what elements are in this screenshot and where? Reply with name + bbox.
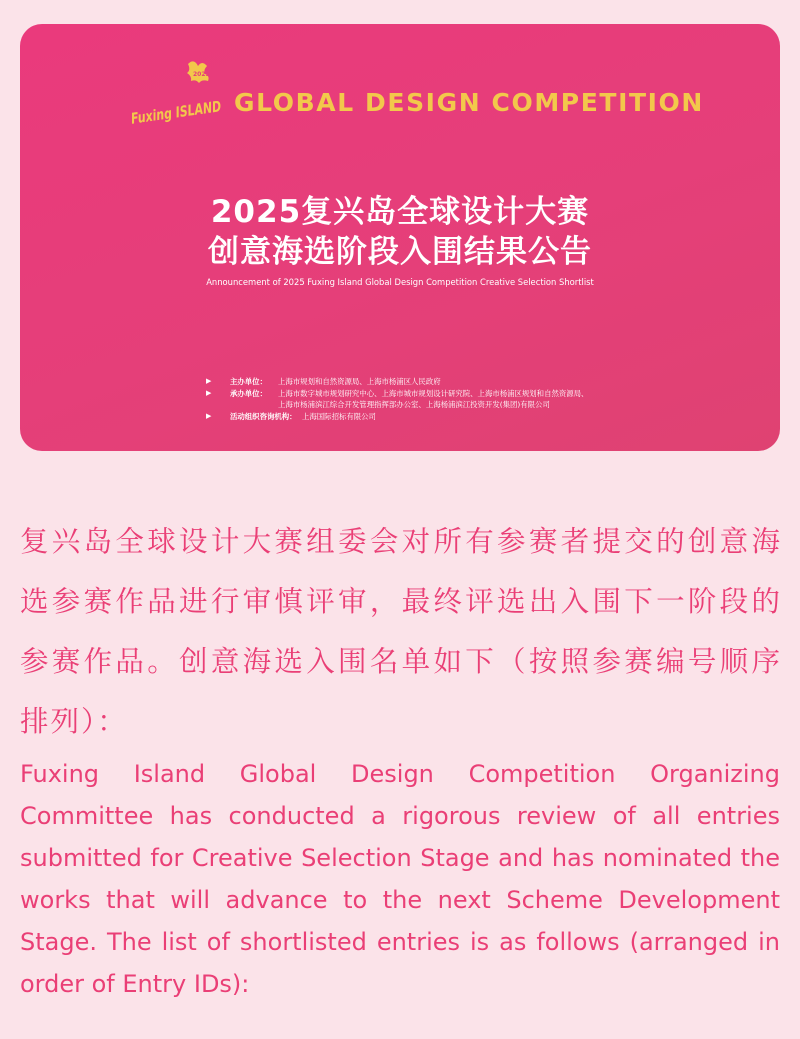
organizer-label: 主办单位： — [230, 377, 267, 386]
organizer-label: 承办单位： — [230, 388, 267, 398]
organizer-value: 上海市数字城市规划研究中心、上海市城市规划设计研究院、上海市杨浦区规划和自然资源局、 — [278, 388, 589, 398]
title-en: Announcement of 2025 Fuxing Island Global Design Competition Creative Selection Shortlist — [206, 277, 594, 287]
intro-text-en: Fuxing Island Global Design Competition Organizing Committee has conducted a rigorous review of all entries submitted for Creative Selection Stage and has nominated the works that will advance to the next Scheme Development Stage. The list of shortlisted entries is as follows (arranged in order of Entry IDs): — [20, 760, 780, 998]
organizer-row-consultant — [206, 411, 636, 423]
bullet-arrow-icon: ▶ — [206, 388, 212, 397]
logo-wordmark: Fuxing ISLAND — [131, 92, 256, 128]
logo-mark-text: 2025 — [193, 71, 210, 78]
organizer-value: 上海国际招标有限公司 — [302, 411, 376, 421]
organizer-value: 上海市规划和自然资源局、上海市杨浦区人民政府 — [278, 377, 441, 386]
organizer-value: 上海市杨浦滨江综合开发管理指挥部办公室、上海杨浦滨江投资开发(集团)有限公司 — [278, 400, 550, 409]
organizer-list — [206, 376, 636, 422]
organizer-row-host — [206, 376, 636, 388]
competition-title: GLOBAL DESIGN COMPETITION — [234, 88, 704, 117]
intro-text-cn: 复兴岛全球设计大赛组委会对所有参赛者提交的创意海选参赛作品进行审慎评审，最终评选出入围下一阶段的参赛作品。创意海选入围名单如下（按照参赛编号顺序排列）： — [20, 525, 782, 738]
title-cn-line1: 2025复兴岛全球设计大赛 — [210, 194, 590, 230]
bullet-arrow-icon: ▶ — [206, 411, 212, 420]
organizer-row-undertaker — [206, 388, 636, 400]
announcement-banner — [20, 24, 780, 451]
organizer-label: 活动组织咨询机构： — [230, 411, 297, 421]
title-cn-line2: 创意海选阶段入围结果公告 — [208, 234, 592, 270]
bullet-arrow-icon: ▶ — [206, 377, 212, 385]
organizer-row-undertaker-cont — [206, 399, 636, 411]
fuxing-island-logo — [130, 58, 256, 128]
